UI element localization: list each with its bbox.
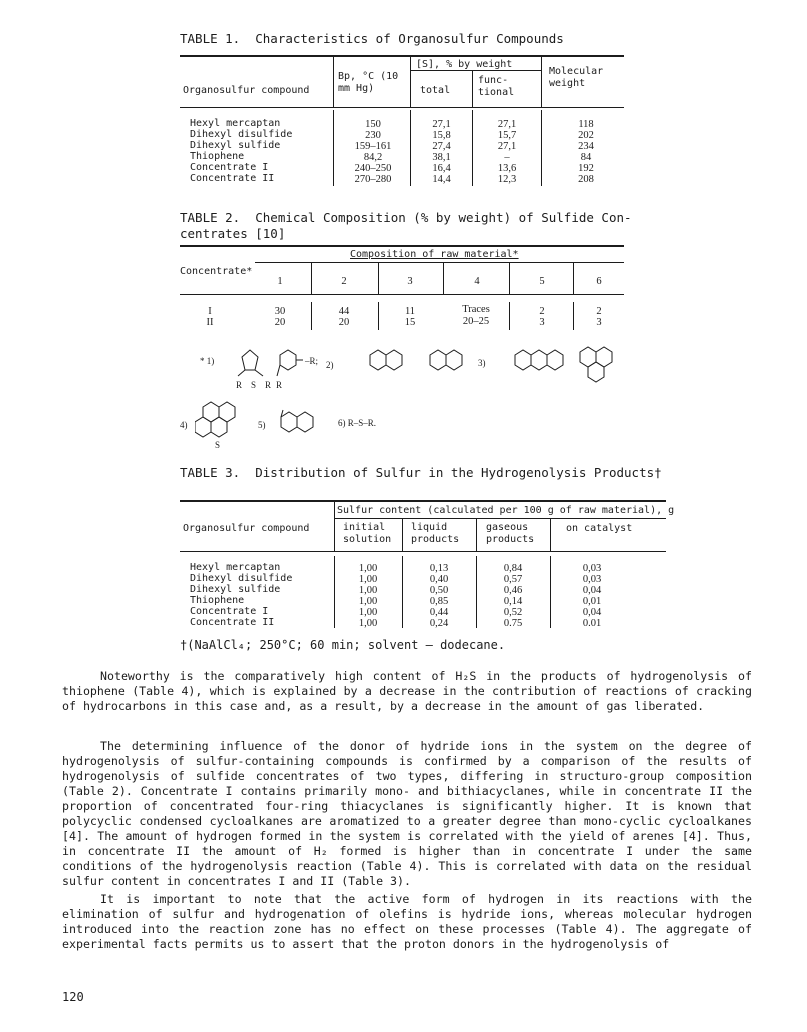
structure-1-r-left: R — [236, 380, 243, 390]
table2-body-vline-5 — [573, 302, 574, 330]
table2-top-rule — [180, 245, 624, 247]
structure-3-marker: 3) — [478, 358, 486, 368]
table2-row-labels: I II — [206, 306, 214, 328]
table3-body-vline-1 — [334, 556, 335, 628]
page-number: 120 — [62, 990, 84, 1004]
table3-top-rule — [180, 500, 666, 502]
table3-catalyst-values: 0,03 0,03 0,04 0,01 0,04 0.01 — [582, 563, 602, 629]
table1-group-rule — [410, 70, 541, 71]
table2-c5: 2 3 — [539, 306, 545, 328]
structure-1b-rr: –R; — [305, 356, 319, 366]
table1-compound-names: Hexyl mercaptan Dihexyl disulfide Dihexyl sulfide Thiophene Concentrate I Concentrate II — [190, 118, 293, 184]
structure-5-marker: 5) — [258, 420, 266, 430]
table2-group-header: Composition of raw material* — [350, 249, 519, 260]
table1-bp-values: 150 230 159–161 84,2 240–250 270–280 — [354, 119, 392, 185]
table3-body-vline-3 — [476, 556, 477, 628]
table1-body-vline-4 — [541, 110, 542, 186]
body-paragraph-1-text: Noteworthy is the comparatively high content of H₂S in the products of hydrogenolysis of thiophene (Table 4), which is explained by a decrease in the contribution of reactions of cracking of hydrocarbons in this case and, as a result, by a decrease in the amount of gas liberated. — [62, 669, 752, 713]
table1-caption: TABLE 1. Characteristics of Organosulfur Compounds — [180, 31, 564, 46]
structure-6: 6) R–S–R. — [338, 418, 377, 428]
table1-col-s-group: [S], % by weight — [416, 59, 513, 70]
table2-caption: TABLE 2. Chemical Composition (% by weight) of Sulfide Con- centrates [10] — [180, 210, 632, 241]
table1-total-values: 27,1 15,8 27,4 38,1 16,4 14,4 — [432, 119, 451, 185]
table3-group-rule — [334, 518, 666, 519]
table2-col-2: 2 — [341, 276, 347, 287]
table3-gaseous-values: 0,84 0,57 0,46 0,14 0,52 0.75 — [503, 563, 523, 629]
table3-vline-4 — [550, 518, 551, 551]
table3-col-compound: Organosulfur compound — [183, 523, 310, 534]
table2-c1: 30 20 — [274, 306, 286, 328]
table1-vline-2 — [410, 57, 411, 107]
table1-vline-1 — [333, 57, 334, 107]
table3-compound-names: Hexyl mercaptan Dihexyl disulfide Dihexyl sulfide Thiophene Concentrate I Concentrate II — [190, 562, 293, 628]
body-paragraph-3 — [62, 892, 752, 952]
structure-1-marker: * 1) — [200, 356, 215, 366]
table2-col-5: 5 — [539, 276, 545, 287]
table1-header-rule — [180, 107, 624, 108]
table2-c2: 44 20 — [338, 306, 350, 328]
structure-1-r-right: R — [265, 380, 272, 390]
structure-1b-r: R — [276, 380, 283, 390]
table1-col-bp: Bp, °C (10 mm Hg) — [338, 71, 399, 94]
structure-4-marker: 4) — [180, 420, 188, 430]
table2-col-3: 3 — [407, 276, 413, 287]
table2-c6: 2 3 — [596, 306, 602, 328]
table2-vline-5 — [573, 262, 574, 294]
structure-1-s: S — [251, 380, 257, 390]
table1-vline-3 — [472, 71, 473, 107]
table3-vline-1 — [334, 502, 335, 551]
table3-col-gaseous: gaseous products — [486, 522, 535, 545]
table1-col-total: total — [420, 85, 451, 96]
table1-body-vline-3 — [472, 110, 473, 186]
table3-vline-3 — [476, 518, 477, 551]
table2-body-vline-4 — [509, 302, 510, 330]
table2-vline-3 — [443, 262, 444, 294]
structure-2-marker: 2) — [326, 360, 334, 370]
table3-col-initial: initial solution — [343, 522, 392, 545]
table3-vline-2 — [402, 518, 403, 551]
table3-col-liquid: liquid products — [411, 522, 460, 545]
table2-vline-2 — [378, 262, 379, 294]
table3-footnote: †(NaAlCl₄; 250°C; 60 min; solvent – dodecane. — [180, 638, 506, 652]
body-paragraph-2 — [62, 739, 752, 889]
table2-col-4: 4 — [474, 276, 480, 287]
table3-liquid-values: 0,13 0,40 0,50 0,85 0,44 0,24 — [429, 563, 449, 629]
table1-col-functional: func- tional — [478, 75, 515, 98]
body-paragraph-3-text: It is important to note that the active form of hydrogen in its reactions with the elimination of sulfur and hydrogenation of olefins is hydride ions, whereas molecular hydrogen introduced into the reaction zone has no effect on these processes (Table 4). The aggregate of experimental facts permits us to assert that the proton donors in the hydrogenolysis of — [62, 892, 752, 951]
table3-col-catalyst: on catalyst — [566, 523, 633, 534]
table1-col-compound: Organosulfur compound — [183, 85, 310, 96]
table2-col-1: 1 — [277, 276, 283, 287]
table2-col-6: 6 — [596, 276, 602, 287]
table2-vline-4 — [509, 262, 510, 294]
table1-top-rule — [180, 55, 624, 57]
table1-mw-values: 118 202 234 84 192 208 — [578, 119, 594, 185]
table1-body-vline-2 — [410, 110, 411, 186]
table2-c4: Traces 20–25 — [462, 304, 490, 327]
table3-caption: TABLE 3. Distribution of Sulfur in the Hydrogenolysis Products† — [180, 465, 662, 480]
table1-functional-values: 27,1 15,7 27,1 – 13,6 12,3 — [497, 119, 517, 185]
table1-vline-4 — [541, 57, 542, 107]
table2-col-concentrate: Concentrate* — [180, 266, 253, 277]
table2-header-rule — [180, 294, 624, 295]
body-paragraph-2-text: The determining influence of the donor of hydride ions in the system on the degree of hydrogenolysis of sulfur-containing compounds is confirmed by a comparison of the results of hydrogenolysis of sulfide concentrates of two types, differing in structuro-group composition (Table 2). Concentrate I contains primarily mono- and bithiacyclanes, while in concentrate II the proportion of concentrated four-ring thiacyclanes is significantly higher. It is known that polycyclic condensed cycloalkanes are aromatized to a greater degree than mono-cyclic cycloalkanes [4]. The amount of hydrogen formed in the system is correlated with the yield of arenes [4]. Thus, in concentrate II the amount of H₂ formed is higher than in concentrate I under the same conditions of the hydrogenolysis reaction (Table 4). This is correlated with data on the residual sulfur content in concentrates I and II (Table 3). — [62, 739, 752, 888]
body-paragraph-1 — [62, 669, 752, 714]
structure-4-s: S — [215, 440, 221, 450]
table2-c3: 11 15 — [404, 306, 416, 328]
table3-body-vline-4 — [550, 556, 551, 628]
table2-body-vline-1 — [311, 302, 312, 330]
table3-body-vline-2 — [402, 556, 403, 628]
table1-col-mw: Molecular weight — [549, 66, 604, 89]
table1-body-vline-1 — [333, 110, 334, 186]
table3-header-rule — [180, 551, 666, 552]
table3-group-header: Sulfur content (calculated per 100 g of raw material), g — [337, 505, 675, 516]
table2-vline-1 — [311, 262, 312, 294]
table2-body-vline-2 — [378, 302, 379, 330]
table3-initial-values: 1,00 1,00 1,00 1,00 1,00 1,00 — [358, 563, 378, 629]
